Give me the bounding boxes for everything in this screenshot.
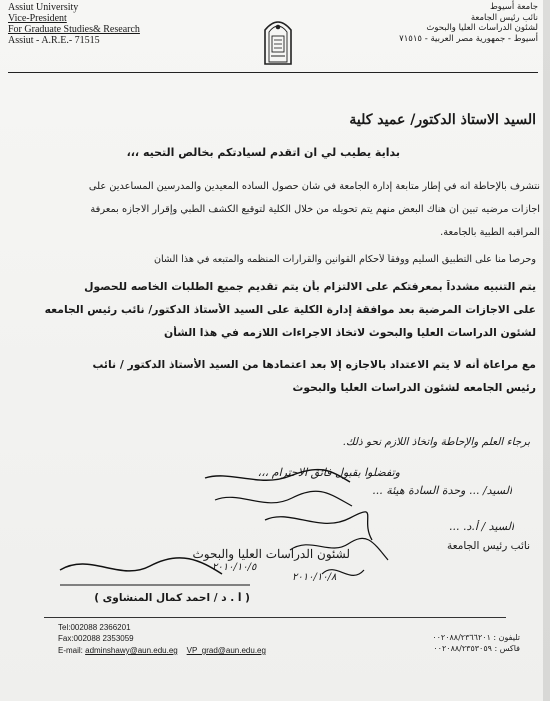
handwritten-date-1: ٢٠١٠/١٠/٥ bbox=[212, 562, 257, 573]
footer-fax-ar: فاكس : ٠٠٢٠٨٨/٢٣٥٣٠٥٩ bbox=[433, 644, 520, 653]
vp-title-en: Vice-President bbox=[8, 13, 67, 24]
bold-paragraph2-line2: رئيس الجامعه لشئون الدراسات العليا والبحوث bbox=[292, 381, 536, 394]
paragraph1-line1: نتشرف بالإحاطة انه في إطار متابعة إدارة الجامعة في شأن حصول الساده المعيدين والمدرسين المساعدين على bbox=[88, 181, 540, 192]
handwritten-date-2: ٢٠١٠/١٠/٨ bbox=[292, 572, 337, 583]
bold-paragraph-line2: على الاجازات المرضية بعد موافقة إدارة الكلية على السيد الأستاذ الدكتور/ نائب رئيس الجامعه bbox=[44, 303, 536, 316]
paragraph1-line2: اجازات مرضيه تبين أن هناك البعض منهم يتم تحويله من خلال الكلية لتوقيع الكشف الطبي وإقرار الاجازه بمعرفة bbox=[90, 204, 540, 215]
footer-fax: Fax:002088 2353059 bbox=[58, 634, 134, 643]
footer-contacts-ar bbox=[370, 632, 520, 654]
side-note-2: السيد / أ.د. ... bbox=[449, 520, 514, 533]
paragraph1-line3: المراقبه الطبية بالجامعة. bbox=[440, 227, 540, 238]
vp-title-line2: لشئون الدراسات العليا والبحوث bbox=[192, 547, 350, 561]
university-name-ar: جامعة أسيوط bbox=[489, 2, 538, 12]
vp-name: ( أ . د / احمد كمال المنشاوى ) bbox=[94, 592, 250, 604]
office-title-en: For Graduate Studies& Research bbox=[8, 24, 140, 35]
office-title-ar: لشئون الدراسات العليا والبحوث bbox=[426, 23, 538, 33]
email-link-2[interactable]: VP_grad@aun.edu.eg bbox=[186, 646, 266, 655]
email-label: E-mail: bbox=[58, 646, 83, 655]
footer-tel-ar: تليفون : ٠٠٢٠٨٨/٢٣٦٦٢٠١ bbox=[432, 633, 520, 642]
bold-paragraph-line1: يتم التنبيه مشدداً بمعرفتكم على الالتزام بأن يتم تقديم جميع الطلبات الخاصه للحصول bbox=[84, 280, 536, 293]
bold-paragraph-line3: لشئون الدراسات العليا والبحوث لاتخاذ الاجراءات اللازمه في هذا الشأن bbox=[164, 326, 536, 339]
address-ar: أسيوط - جمهورية مصر العربية - ٧١٥١٥ bbox=[399, 33, 538, 44]
salutation-line: السيد الاستاذ الدكتور/ عميد كلية bbox=[349, 112, 536, 128]
vp-title-ar: نائب رئيس الجامعة bbox=[470, 12, 538, 23]
bold-paragraph2-line1: مع مراعاة أنه لا يتم الاعتداد بالاجازه إلا بعد اعتمادها من السيد الأستاذ الدكتور / نائب bbox=[92, 358, 536, 371]
email-link-1[interactable]: adminshawy@aun.edu.eg bbox=[85, 646, 178, 655]
greeting-line: بداية يطيب لي ان اتقدم لسيادتكم بخالص التحيه ،،، bbox=[126, 146, 400, 159]
vp-title-line1: نائب رئيس الجامعة bbox=[447, 540, 530, 552]
paragraph2: وحرصاً منا على التطبيق السليم ووفقاً لأحكام القوانين والقرارات المنظمه والمتبعه في هذا الشأن bbox=[153, 254, 536, 265]
closing-line: وتفضلوا بقبول فائق الاحترام ،،، bbox=[257, 466, 400, 479]
handwritten-note: برجاء العلم والإحاطة واتخاذ اللازم نحو ذلك. bbox=[342, 436, 530, 448]
address-en: Assiut - A.R.E.- 71515 bbox=[8, 35, 100, 46]
footer-contacts-en bbox=[58, 622, 134, 644]
footer-email-line bbox=[58, 646, 266, 655]
university-name-en: Assiut University bbox=[8, 2, 79, 13]
footer-divider bbox=[44, 617, 506, 618]
side-note-1: السيد/ ... وحدة السادة هيئة ... bbox=[372, 484, 512, 497]
footer-tel: Tel:002088 2366201 bbox=[58, 623, 131, 632]
